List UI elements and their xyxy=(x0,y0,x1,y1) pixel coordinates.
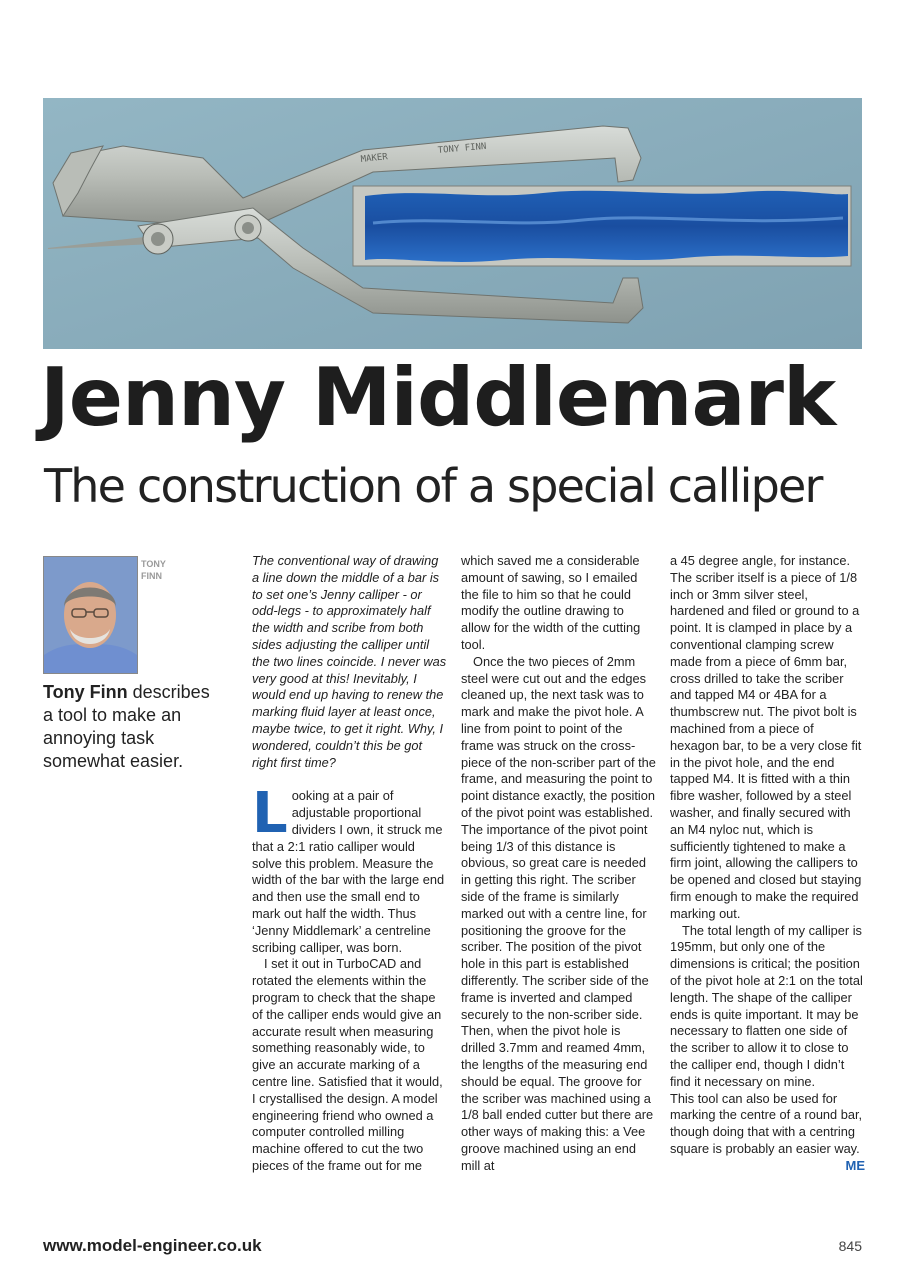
article-title: Jenny Middlemark xyxy=(40,351,836,444)
paragraph-2: I set it out in TurboCAD and rotated the elements within the program to check that the shape of the calliper ends would give an accurate result when measuring something reasonably wide, to give an accurate marking of a centre line. Satisfied that it would, I crystallised the design. A model engineering friend who owned a computer controlled milling machine offered to cut the two pieces of the frame out for me xyxy=(252,956,443,1173)
author-tag-first: TONY xyxy=(141,559,166,569)
standfirst-text: describes a tool to make an annoying task somewhat easier. xyxy=(43,682,210,771)
author-portrait xyxy=(43,556,138,674)
footer-url[interactable]: www.model-engineer.co.uk xyxy=(43,1236,262,1255)
column-3 xyxy=(670,553,865,1174)
author-tag-last: FINN xyxy=(141,571,162,581)
paragraph-7 xyxy=(670,1090,865,1173)
paragraph-4: Once the two pieces of 2mm steel were cut out and the edges cleaned up, the next task was to mark and make the pivot hole. A line from point to point of the frame was struck on the cross-piece of the non-scriber part of the frame, and measuring the point to point distance exactly, the position of the pivot point was established. The importance of the pivot point being 1/3 of this distance is obvious, so great care is needed in getting this right. The scriber side of the frame is similarly marked out with a centre line, for positioning the groove for the scriber. The position of the pivot hole in this part is established differently. The scriber side of the frame is inverted and clamped securely to the non-scriber side. Then, when the pivot hole is drilled 3.7mm and reamed 4mm, the lengths of the measuring end should be equal. The groove for the scriber was machined using a 1/8 ball ended cutter but there are other ways of making this: a Vee groove machined using an end mill at xyxy=(461,653,656,1173)
column-2 xyxy=(461,553,656,1174)
maker-engraving: MAKER xyxy=(360,152,389,165)
intro-paragraph: The conventional way of drawing a line down the middle of a bar is to set one’s Jenny calliper - or odd-legs - to approximately half the width and scribe from both sides adjusting the calliper until the two lines coincide. I never was very good at this! Inevitably, I would end up having to renew the marking fluid layer at least once, maybe twice, to get it right. Why, I wondered, couldn’t this be got right first time? xyxy=(252,553,447,770)
paragraph-3: which saved me a considerable amount of sawing, so I emailed the file to him so that he could modify the outline drawing to allow for the width of the cutting tool. xyxy=(461,553,641,652)
paragraph-1 xyxy=(252,781,447,956)
column-1 xyxy=(252,553,447,1175)
drop-cap: L xyxy=(252,781,288,847)
author-name: Tony Finn xyxy=(43,682,128,702)
name-engraving: TONY FINN xyxy=(437,141,487,156)
paragraph-5: a 45 degree angle, for instance. The scriber itself is a piece of 1/8 inch or 3mm silver steel, hardened and filed or ground to a point. It is clamped in place by a conventional clamping screw made from a piece of 6mm bar, cross drilled to take the scriber and tapped M4 or 4BA for a thumbscrew nut. The pivot bolt is machined from a piece of hexagon bar, to be a very close fit in the pivot hole, and the end tapped M4. It is fitted with a thin fibre washer, followed by a steel washer, and finally secured with an M4 nyloc nut, which is sufficiently tightened to make a firm joint, allowing the callipers to be opened and closed but staying firm enough to make the required marking out. xyxy=(670,553,862,921)
article-subtitle: The construction of a special calliper xyxy=(44,459,822,513)
paragraph-6: The total length of my calliper is 195mm, but only one of the dimensions is critical; the position of the pivot hole at 2:1 on the total length. The shape of the calliper ends is quite important. It may be necessary to flatten one side of the scriber to allow it to close to the calliper end, though I didn’t find it necessary on mine. xyxy=(670,922,863,1089)
paragraph-1-text: ooking at a pair of adjustable proportional dividers I own, it struck me that a 2:1 ratio calliper would solve this problem. Measure the width of the bar with the large end and then use the small end to mark out half the width. Thus ‘Jenny Middlemark’ a centreline scribing calliper, was born. xyxy=(252,788,445,955)
standfirst xyxy=(43,681,223,773)
paragraph-7-text: This tool can also be used for marking the centre of a round bar, though doing that with a centring square is probably an easier way. xyxy=(670,1090,863,1156)
page-number: 845 xyxy=(838,1238,862,1254)
author-tag xyxy=(141,558,166,582)
end-mark: ME xyxy=(845,1157,865,1173)
calliper-photo xyxy=(43,98,862,349)
